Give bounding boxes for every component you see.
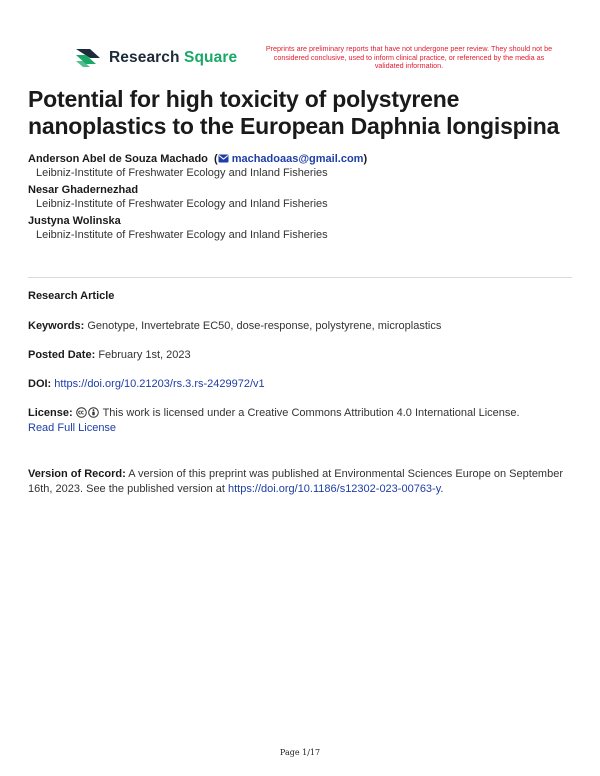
read-full-license-link[interactable]: Read Full License: [28, 422, 117, 434]
author-list: [28, 152, 588, 245]
author-entry: [28, 214, 588, 242]
posted-date-label: Posted Date:: [28, 349, 96, 361]
author-affiliation: Leibniz-Institute of Freshwater Ecology and Inland Fisheries: [36, 167, 328, 179]
preprint-disclaimer: Preprints are preliminary reports that have not undergone peer review. They should not be considered conclusive, used to inform clinical practice, or referenced by the media as validated information.: [265, 44, 553, 71]
license-row: [28, 406, 572, 436]
author-email-link[interactable]: machadoaas@gmail.com: [231, 153, 364, 165]
article-type-value: Research Article: [28, 290, 115, 302]
research-square-logo[interactable]: [74, 47, 237, 69]
keywords-label: Keywords:: [28, 320, 85, 332]
author-name: Nesar Ghadernezhad: [28, 184, 139, 196]
version-of-record-label: Version of Record:: [28, 468, 126, 480]
doi-row: [28, 377, 572, 392]
section-divider: [28, 277, 572, 278]
logo-word-square: Square: [184, 49, 238, 66]
keywords-row: [28, 319, 572, 334]
posted-date-row: [28, 348, 572, 363]
keywords-value: Genotype, Invertebrate EC50, dose-response, polystyrene, microplastics: [87, 320, 442, 332]
paper-title: Potential for high toxicity of polystyrene nanoplastics to the European Daphnia longispina: [28, 86, 560, 139]
doi-label: DOI:: [28, 378, 52, 390]
author-entry: [28, 183, 588, 211]
logo-text: [109, 49, 237, 67]
author-name: Justyna Wolinska: [28, 215, 121, 227]
published-version-link[interactable]: https://doi.org/10.1186/s12302-023-00763-y: [227, 483, 441, 495]
version-of-record-text: A version of this preprint was published at Environmental Sciences Europe on September 16th, 2023. See the published version at: [28, 468, 563, 495]
author-affiliation: Leibniz-Institute of Freshwater Ecology and Inland Fisheries: [36, 229, 328, 241]
posted-date-value: February 1st, 2023: [98, 349, 191, 361]
doi-link[interactable]: https://doi.org/10.21203/rs.3.rs-2429972/v1: [54, 378, 265, 390]
attribution-icon: [88, 407, 99, 418]
author-affiliation: Leibniz-Institute of Freshwater Ecology and Inland Fisheries: [36, 198, 328, 210]
license-text: This work is licensed under a Creative Commons Attribution 4.0 International License.: [102, 407, 520, 419]
research-square-logo-icon: [74, 47, 102, 69]
license-label: License:: [28, 407, 73, 419]
author-name: Anderson Abel de Souza Machado: [28, 153, 208, 165]
version-of-record-row: [28, 467, 572, 497]
logo-word-research: Research: [109, 49, 180, 66]
page-number: Page 1/17: [279, 748, 321, 757]
email-icon: [218, 154, 229, 163]
version-of-record-end: .: [440, 483, 444, 495]
article-type: [28, 289, 572, 304]
creative-commons-icon: [76, 407, 87, 418]
author-entry: Anderson Abel de Souza Machado ( machadoaas@gmail.com) Leibniz-Institute of Freshwater Ecology and Inland Fisheries: [28, 152, 588, 180]
